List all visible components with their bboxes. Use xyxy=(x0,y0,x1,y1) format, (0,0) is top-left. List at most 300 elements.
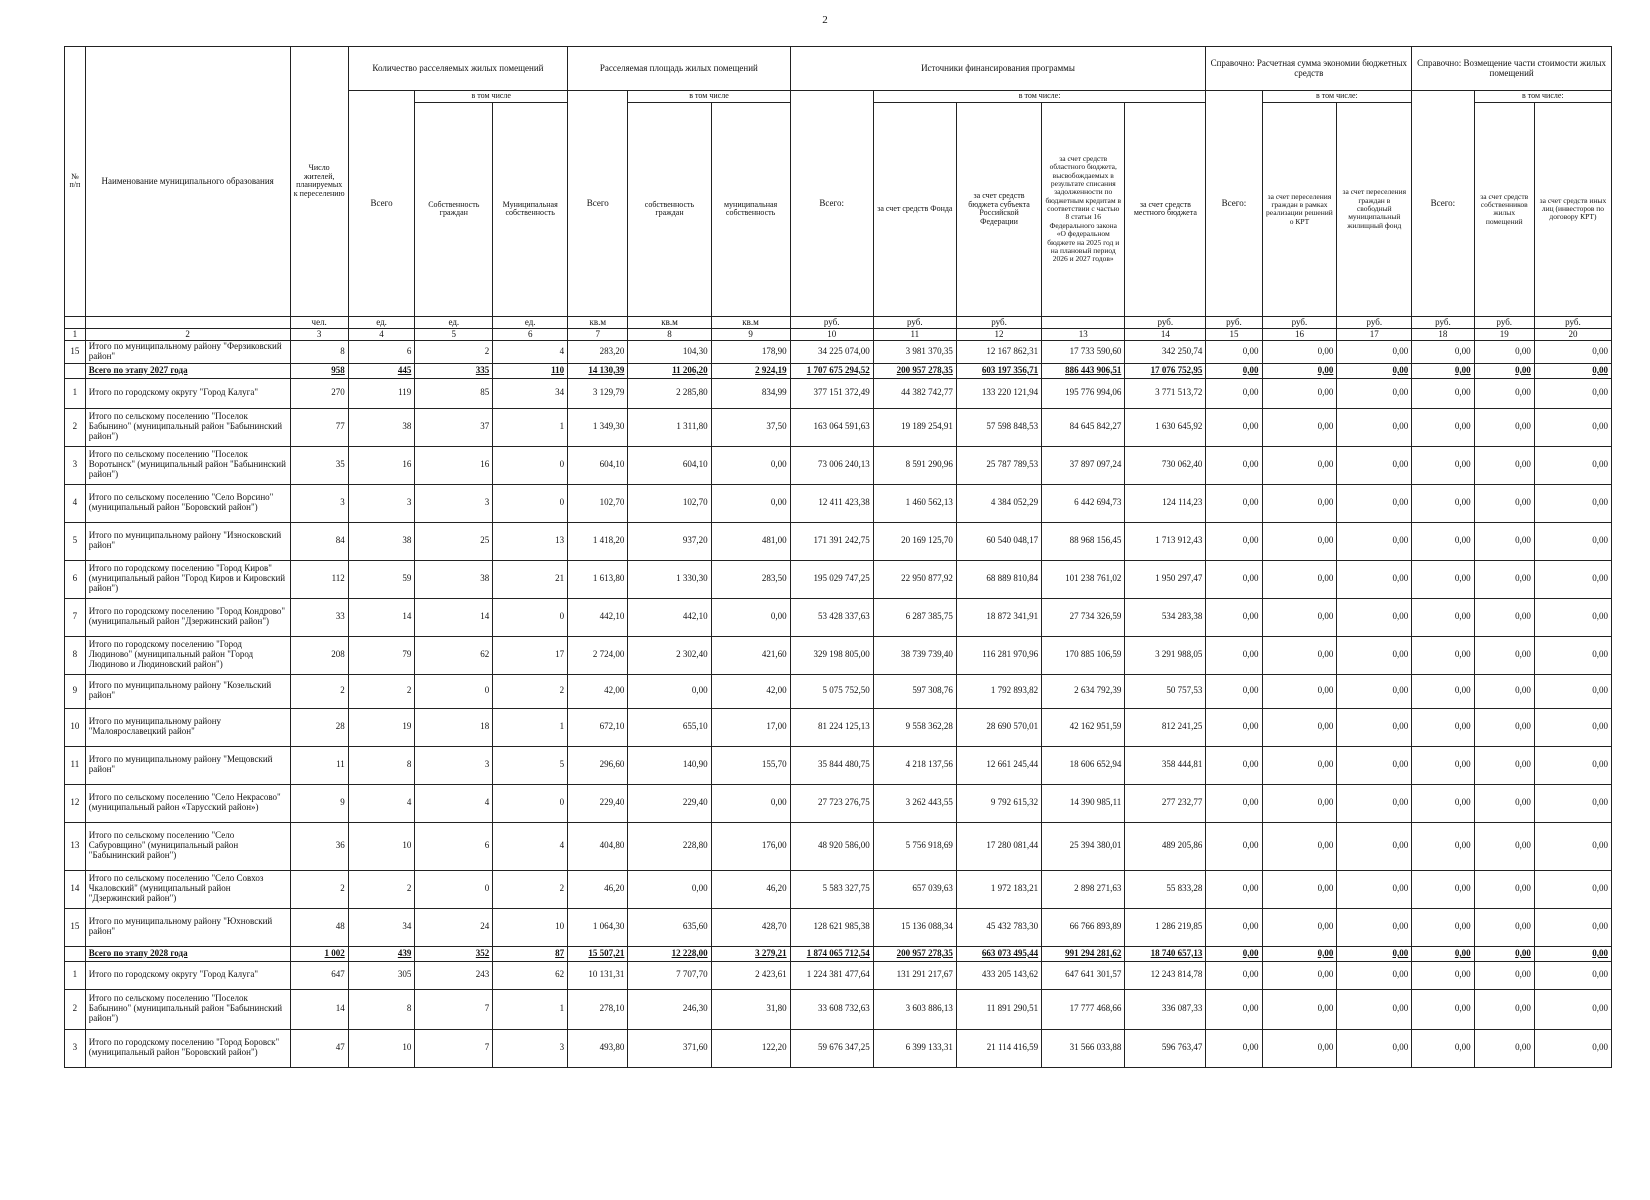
value-cell: 128 621 985,38 xyxy=(790,908,873,946)
value-cell: 10 xyxy=(348,1029,415,1067)
value-cell: 17 xyxy=(493,636,568,674)
value-cell: 2 xyxy=(493,870,568,908)
value-cell: 0,00 xyxy=(1412,484,1474,522)
value-cell: 937,20 xyxy=(628,522,711,560)
unit-cell: руб. xyxy=(1534,316,1611,328)
value-cell: 3 xyxy=(348,484,415,522)
value-cell: 0,00 xyxy=(1474,446,1534,484)
value-cell: 0,00 xyxy=(1262,560,1337,598)
value-cell: 0,00 xyxy=(1262,408,1337,446)
value-cell: 79 xyxy=(348,636,415,674)
unit-cell: руб. xyxy=(1474,316,1534,328)
value-cell: 12 243 814,78 xyxy=(1125,961,1206,989)
value-cell: 3 291 988,05 xyxy=(1125,636,1206,674)
row-index: 12 xyxy=(65,784,86,822)
value-cell: 0,00 xyxy=(1206,961,1262,989)
value-cell: 0,00 xyxy=(1206,340,1262,363)
value-cell: 47 xyxy=(290,1029,348,1067)
value-cell: 15 507,21 xyxy=(568,946,628,961)
value-cell: 50 757,53 xyxy=(1125,674,1206,708)
unit-cell xyxy=(1042,316,1125,328)
municipality-name: Итого по муниципальному району "Малоярославецкий район" xyxy=(85,708,290,746)
value-cell: 10 xyxy=(348,822,415,870)
value-cell: 3 xyxy=(290,484,348,522)
value-cell: 37 897 097,24 xyxy=(1042,446,1125,484)
page-number: 2 xyxy=(822,14,828,26)
value-cell: 0,00 xyxy=(1337,674,1412,708)
value-cell: 1 792 893,82 xyxy=(956,674,1041,708)
value-cell: 17 076 752,95 xyxy=(1125,363,1206,378)
value-cell: 2 285,80 xyxy=(628,378,711,408)
value-cell: 278,10 xyxy=(568,989,628,1029)
value-cell: 10 xyxy=(493,908,568,946)
value-cell: 0,00 xyxy=(1534,908,1611,946)
stage-total-row xyxy=(65,363,1612,378)
value-cell: 0,00 xyxy=(1534,378,1611,408)
table-row xyxy=(65,1029,1612,1067)
value-cell: 119 xyxy=(348,378,415,408)
value-cell: 21 xyxy=(493,560,568,598)
table-row xyxy=(65,908,1612,946)
value-cell: 0,00 xyxy=(1262,784,1337,822)
value-cell: 0,00 xyxy=(1262,522,1337,560)
value-cell: 102,70 xyxy=(628,484,711,522)
value-cell: 886 443 906,51 xyxy=(1042,363,1125,378)
column-number-cell: 6 xyxy=(493,328,568,340)
value-cell: 104,30 xyxy=(628,340,711,363)
value-cell: 14 130,39 xyxy=(568,363,628,378)
value-cell: 534 283,38 xyxy=(1125,598,1206,636)
value-cell: 336 087,33 xyxy=(1125,989,1206,1029)
row-index xyxy=(65,363,86,378)
value-cell: 604,10 xyxy=(568,446,628,484)
row-index: 3 xyxy=(65,446,86,484)
value-cell: 0,00 xyxy=(1337,870,1412,908)
value-cell: 4 218 137,56 xyxy=(873,746,956,784)
header-savings-total: Всего: xyxy=(1206,91,1262,317)
value-cell: 0,00 xyxy=(711,784,790,822)
value-cell: 0,00 xyxy=(1262,708,1337,746)
value-cell: 0,00 xyxy=(1534,363,1611,378)
value-cell: 0,00 xyxy=(1412,340,1474,363)
unit-cell: кв.м xyxy=(711,316,790,328)
value-cell: 195 029 747,25 xyxy=(790,560,873,598)
value-cell: 62 xyxy=(415,636,493,674)
municipality-name: Итого по муниципальному району "Мещовский район" xyxy=(85,746,290,784)
value-cell: 0,00 xyxy=(1412,1029,1474,1067)
value-cell: 7 xyxy=(415,1029,493,1067)
value-cell: 229,40 xyxy=(568,784,628,822)
value-cell: 1 286 219,85 xyxy=(1125,908,1206,946)
value-cell: 16 xyxy=(415,446,493,484)
value-cell: 42,00 xyxy=(711,674,790,708)
value-cell: 0,00 xyxy=(1262,340,1337,363)
value-cell: 28 690 570,01 xyxy=(956,708,1041,746)
value-cell: 228,80 xyxy=(628,822,711,870)
unit-cell: руб. xyxy=(790,316,873,328)
value-cell: 0,00 xyxy=(1474,636,1534,674)
municipality-name: Итого по муниципальному району "Юхновский район" xyxy=(85,908,290,946)
value-cell: 116 281 970,96 xyxy=(956,636,1041,674)
unit-cell: руб. xyxy=(1125,316,1206,328)
municipality-name: Итого по городскому поселению "Город Людиново" (муниципальный район "Город Людиново и Людиновский район") xyxy=(85,636,290,674)
table-row xyxy=(65,746,1612,784)
value-cell: 991 294 281,62 xyxy=(1042,946,1125,961)
value-cell: 433 205 143,62 xyxy=(956,961,1041,989)
value-cell: 42 162 951,59 xyxy=(1042,708,1125,746)
value-cell: 178,90 xyxy=(711,340,790,363)
value-cell: 0,00 xyxy=(1474,946,1534,961)
value-cell: 1 xyxy=(493,708,568,746)
value-cell: 200 957 278,35 xyxy=(873,946,956,961)
value-cell: 2 924,19 xyxy=(711,363,790,378)
row-index: 2 xyxy=(65,989,86,1029)
value-cell: 3 xyxy=(415,746,493,784)
value-cell: 155,70 xyxy=(711,746,790,784)
value-cell: 25 787 789,53 xyxy=(956,446,1041,484)
value-cell: 57 598 848,53 xyxy=(956,408,1041,446)
unit-cell: руб. xyxy=(1262,316,1337,328)
value-cell: 0,00 xyxy=(1206,636,1262,674)
value-cell: 131 291 217,67 xyxy=(873,961,956,989)
value-cell: 68 889 810,84 xyxy=(956,560,1041,598)
value-cell: 3 279,21 xyxy=(711,946,790,961)
value-cell: 2 xyxy=(415,340,493,363)
value-cell: 0,00 xyxy=(1206,822,1262,870)
value-cell: 0,00 xyxy=(1206,598,1262,636)
column-number-cell: 16 xyxy=(1262,328,1337,340)
value-cell: 46,20 xyxy=(711,870,790,908)
value-cell: 445 xyxy=(348,363,415,378)
header-name: Наименование муниципального образования xyxy=(85,47,290,317)
value-cell: 672,10 xyxy=(568,708,628,746)
value-cell: 0,00 xyxy=(1337,598,1412,636)
value-cell: 9 792 615,32 xyxy=(956,784,1041,822)
row-index: 11 xyxy=(65,746,86,784)
value-cell: 0 xyxy=(415,870,493,908)
table-row xyxy=(65,961,1612,989)
value-cell: 0,00 xyxy=(1206,946,1262,961)
value-cell: 27 734 326,59 xyxy=(1042,598,1125,636)
value-cell: 1 418,20 xyxy=(568,522,628,560)
table-row xyxy=(65,522,1612,560)
value-cell: 229,40 xyxy=(628,784,711,822)
value-cell: 0,00 xyxy=(1474,378,1534,408)
value-cell: 6 287 385,75 xyxy=(873,598,956,636)
column-number-cell: 12 xyxy=(956,328,1041,340)
value-cell: 4 xyxy=(415,784,493,822)
value-cell: 0,00 xyxy=(1474,870,1534,908)
column-number-cell: 14 xyxy=(1125,328,1206,340)
row-index: 1 xyxy=(65,961,86,989)
value-cell: 8 xyxy=(348,989,415,1029)
value-cell: 0,00 xyxy=(1262,961,1337,989)
table-row xyxy=(65,408,1612,446)
value-cell: 8 591 290,96 xyxy=(873,446,956,484)
value-cell: 14 390 985,11 xyxy=(1042,784,1125,822)
value-cell: 0,00 xyxy=(1262,674,1337,708)
value-cell: 0,00 xyxy=(1412,822,1474,870)
table-row xyxy=(65,636,1612,674)
value-cell: 1 950 297,47 xyxy=(1125,560,1206,598)
value-cell: 0,00 xyxy=(1534,989,1611,1029)
value-cell: 0,00 xyxy=(1337,908,1412,946)
value-cell: 38 xyxy=(348,522,415,560)
table-row xyxy=(65,446,1612,484)
value-cell: 0,00 xyxy=(1206,560,1262,598)
row-index: 6 xyxy=(65,560,86,598)
column-number-cell: 15 xyxy=(1206,328,1262,340)
value-cell: 35 844 480,75 xyxy=(790,746,873,784)
value-cell: 18 606 652,94 xyxy=(1042,746,1125,784)
table-row xyxy=(65,598,1612,636)
value-cell: 0,00 xyxy=(1412,908,1474,946)
value-cell: 5 xyxy=(493,746,568,784)
value-cell: 489 205,86 xyxy=(1125,822,1206,870)
value-cell: 44 382 742,77 xyxy=(873,378,956,408)
value-cell: 34 xyxy=(348,908,415,946)
value-cell: 0,00 xyxy=(1337,446,1412,484)
value-cell: 60 540 048,17 xyxy=(956,522,1041,560)
value-cell: 0,00 xyxy=(1262,1029,1337,1067)
header-local-budget: за счет средств местного бюджета xyxy=(1125,102,1206,316)
value-cell: 122,20 xyxy=(711,1029,790,1067)
value-cell: 0,00 xyxy=(1534,822,1611,870)
header-area-total: Всего xyxy=(568,91,628,317)
value-cell: 0 xyxy=(493,784,568,822)
municipality-name: Итого по сельскому поселению "Село Сабуровщино" (муниципальный район "Бабынинский район") xyxy=(85,822,290,870)
header-residents: Число жителей, планируемых к переселению xyxy=(290,47,348,317)
value-cell: 37 xyxy=(415,408,493,446)
unit-cell xyxy=(85,316,290,328)
municipality-name: Итого по сельскому поселению "Поселок Бабынино" (муниципальный район "Бабынинский район") xyxy=(85,989,290,1029)
value-cell: 17 733 590,60 xyxy=(1042,340,1125,363)
value-cell: 0,00 xyxy=(1262,484,1337,522)
value-cell: 0,00 xyxy=(1262,822,1337,870)
value-cell: 0,00 xyxy=(1206,363,1262,378)
value-cell: 2 634 792,39 xyxy=(1042,674,1125,708)
value-cell: 48 920 586,00 xyxy=(790,822,873,870)
municipality-name: Итого по сельскому поселению "Село Ворсино" (муниципальный район "Боровский район") xyxy=(85,484,290,522)
header-investors: за счет средств иных лиц (инвесторов по договору КРТ) xyxy=(1534,102,1611,316)
unit-cell: руб. xyxy=(873,316,956,328)
value-cell: 0,00 xyxy=(1474,363,1534,378)
row-index: 4 xyxy=(65,484,86,522)
value-cell: 46,20 xyxy=(568,870,628,908)
value-cell: 0,00 xyxy=(1262,746,1337,784)
value-cell: 0,00 xyxy=(1337,989,1412,1029)
value-cell: 45 432 783,30 xyxy=(956,908,1041,946)
row-index: 10 xyxy=(65,708,86,746)
value-cell: 170 885 106,59 xyxy=(1042,636,1125,674)
value-cell: 305 xyxy=(348,961,415,989)
value-cell: 101 238 761,02 xyxy=(1042,560,1125,598)
value-cell: 0,00 xyxy=(1206,378,1262,408)
value-cell: 0,00 xyxy=(1206,746,1262,784)
value-cell: 0,00 xyxy=(1206,674,1262,708)
value-cell: 663 073 495,44 xyxy=(956,946,1041,961)
value-cell: 7 xyxy=(415,989,493,1029)
value-cell: 0,00 xyxy=(1412,446,1474,484)
value-cell: 1 707 675 294,52 xyxy=(790,363,873,378)
municipality-name: Итого по городскому поселению "Город Киров" (муниципальный район "Город Киров и Кировский район") xyxy=(85,560,290,598)
table-row xyxy=(65,560,1612,598)
value-cell: 19 xyxy=(348,708,415,746)
value-cell: 0,00 xyxy=(1474,484,1534,522)
unit-cell: руб. xyxy=(956,316,1041,328)
value-cell: 18 xyxy=(415,708,493,746)
resettlement-program-table xyxy=(64,46,1612,1068)
table-row xyxy=(65,870,1612,908)
value-cell: 2 xyxy=(493,674,568,708)
value-cell: 0,00 xyxy=(1206,1029,1262,1067)
value-cell: 0,00 xyxy=(1206,870,1262,908)
value-cell: 603 197 356,71 xyxy=(956,363,1041,378)
value-cell: 77 xyxy=(290,408,348,446)
value-cell: 3 771 513,72 xyxy=(1125,378,1206,408)
value-cell: 0,00 xyxy=(1262,870,1337,908)
value-cell: 0,00 xyxy=(1412,708,1474,746)
value-cell: 0,00 xyxy=(1534,484,1611,522)
row-index: 8 xyxy=(65,636,86,674)
table-row xyxy=(65,484,1612,522)
value-cell: 6 xyxy=(415,822,493,870)
value-cell: 102,70 xyxy=(568,484,628,522)
value-cell: 428,70 xyxy=(711,908,790,946)
value-cell: 3 262 443,55 xyxy=(873,784,956,822)
value-cell: 18 740 657,13 xyxy=(1125,946,1206,961)
value-cell: 421,60 xyxy=(711,636,790,674)
row-index: 15 xyxy=(65,340,86,363)
value-cell: 1 349,30 xyxy=(568,408,628,446)
value-cell: 283,50 xyxy=(711,560,790,598)
row-index: 13 xyxy=(65,822,86,870)
value-cell: 0,00 xyxy=(1206,446,1262,484)
value-cell: 1 874 065 712,54 xyxy=(790,946,873,961)
municipality-name: Итого по муниципальному району "Износковский район" xyxy=(85,522,290,560)
value-cell: 19 189 254,91 xyxy=(873,408,956,446)
column-number-cell: 9 xyxy=(711,328,790,340)
value-cell: 283,20 xyxy=(568,340,628,363)
value-cell: 0,00 xyxy=(1474,1029,1534,1067)
value-cell: 0,00 xyxy=(1206,989,1262,1029)
value-cell: 358 444,81 xyxy=(1125,746,1206,784)
value-cell: 2 302,40 xyxy=(628,636,711,674)
value-cell: 81 224 125,13 xyxy=(790,708,873,746)
value-cell: 604,10 xyxy=(628,446,711,484)
value-cell: 4 xyxy=(348,784,415,822)
column-numbers-row xyxy=(65,328,1612,340)
value-cell: 246,30 xyxy=(628,989,711,1029)
header-funding-incl: в том числе: xyxy=(873,91,1206,103)
value-cell: 200 957 278,35 xyxy=(873,363,956,378)
value-cell: 0,00 xyxy=(1474,560,1534,598)
value-cell: 3 xyxy=(493,1029,568,1067)
value-cell: 124 114,23 xyxy=(1125,484,1206,522)
unit-cell: ед. xyxy=(493,316,568,328)
value-cell: 0,00 xyxy=(1474,989,1534,1029)
value-cell: 243 xyxy=(415,961,493,989)
value-cell: 195 776 994,06 xyxy=(1042,378,1125,408)
unit-cell xyxy=(65,316,86,328)
municipality-name: Итого по муниципальному району "Козельский район" xyxy=(85,674,290,708)
value-cell: 25 xyxy=(415,522,493,560)
value-cell: 2 xyxy=(290,674,348,708)
value-cell: 0,00 xyxy=(1262,378,1337,408)
header-fund: за счет средств Фонда xyxy=(873,102,956,316)
value-cell: 0,00 xyxy=(1337,522,1412,560)
header-owners: за счет средств собственников жилых помещений xyxy=(1474,102,1534,316)
value-cell: 657 039,63 xyxy=(873,870,956,908)
value-cell: 28 xyxy=(290,708,348,746)
unit-cell: кв.м xyxy=(568,316,628,328)
table-row xyxy=(65,784,1612,822)
value-cell: 439 xyxy=(348,946,415,961)
value-cell: 1 224 381 477,64 xyxy=(790,961,873,989)
value-cell: 1 972 183,21 xyxy=(956,870,1041,908)
value-cell: 0,00 xyxy=(1337,946,1412,961)
value-cell: 4 384 052,29 xyxy=(956,484,1041,522)
value-cell: 0,00 xyxy=(1474,340,1534,363)
value-cell: 329 198 805,00 xyxy=(790,636,873,674)
row-index xyxy=(65,946,86,961)
value-cell: 0,00 xyxy=(1474,408,1534,446)
value-cell: 0,00 xyxy=(1534,446,1611,484)
value-cell: 24 xyxy=(415,908,493,946)
header-savings-group: Справочно: Расчетная сумма экономии бюджетных средств xyxy=(1206,47,1412,91)
municipality-name: Итого по городскому округу "Город Калуга" xyxy=(85,961,290,989)
header-area-incl: в том числе xyxy=(628,91,790,103)
municipality-name: Итого по городскому округу "Город Калуга" xyxy=(85,378,290,408)
units-row xyxy=(65,316,1612,328)
value-cell: 0,00 xyxy=(1337,408,1412,446)
value-cell: 16 xyxy=(348,446,415,484)
value-cell: 0,00 xyxy=(1534,946,1611,961)
value-cell: 0,00 xyxy=(711,446,790,484)
row-index: 7 xyxy=(65,598,86,636)
value-cell: 133 220 121,94 xyxy=(956,378,1041,408)
value-cell: 442,10 xyxy=(568,598,628,636)
header-municipal-property-area: муниципальная собственность xyxy=(711,102,790,316)
value-cell: 0,00 xyxy=(1337,484,1412,522)
value-cell: 59 676 347,25 xyxy=(790,1029,873,1067)
value-cell: 14 xyxy=(290,989,348,1029)
value-cell: 33 xyxy=(290,598,348,636)
value-cell: 8 xyxy=(348,746,415,784)
value-cell: 0,00 xyxy=(1412,961,1474,989)
table-body xyxy=(65,340,1612,1067)
value-cell: 0,00 xyxy=(1412,408,1474,446)
value-cell: 0,00 xyxy=(1337,340,1412,363)
value-cell: 0 xyxy=(493,446,568,484)
value-cell: 0,00 xyxy=(1337,822,1412,870)
column-number-cell: 7 xyxy=(568,328,628,340)
value-cell: 6 399 133,31 xyxy=(873,1029,956,1067)
row-index: 15 xyxy=(65,908,86,946)
value-cell: 647 641 301,57 xyxy=(1042,961,1125,989)
value-cell: 481,00 xyxy=(711,522,790,560)
value-cell: 6 xyxy=(348,340,415,363)
header-citizens-property: Собственность граждан xyxy=(415,102,493,316)
header-savings-incl: в том числе: xyxy=(1262,91,1412,103)
value-cell: 0,00 xyxy=(1206,484,1262,522)
value-cell: 0,00 xyxy=(1262,908,1337,946)
value-cell: 85 xyxy=(415,378,493,408)
value-cell: 38 739 739,40 xyxy=(873,636,956,674)
value-cell: 25 394 380,01 xyxy=(1042,822,1125,870)
column-number-cell: 11 xyxy=(873,328,956,340)
value-cell: 12 661 245,44 xyxy=(956,746,1041,784)
